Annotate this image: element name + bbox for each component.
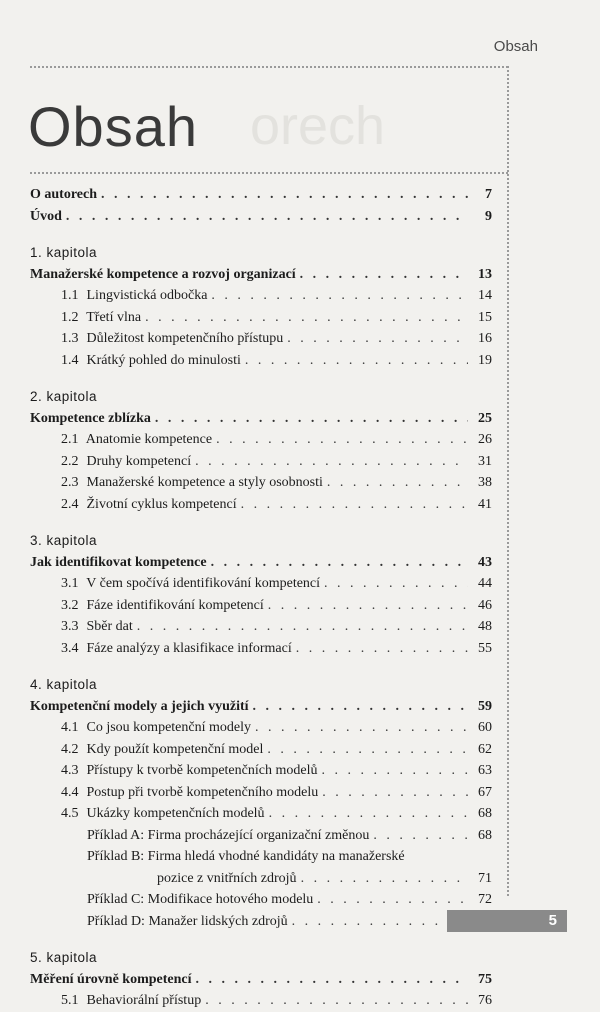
toc-page-number: 41 [478,496,492,512]
toc-page-number: 16 [478,331,492,346]
leader-dots [211,285,468,307]
section-title: V čem spočívá identifikování kompetencí [86,576,321,591]
section-title: Kdy použít kompetenční model [86,741,264,757]
leader-dots [241,494,468,516]
leader-dots [268,595,468,617]
leader-dots [211,552,468,574]
page-title: Obsah [28,95,198,158]
toc-section-entry[interactable] [30,350,492,372]
example-title: Příklad D: Manažer lidských zdrojů [87,913,288,929]
section-title: Životní cyklus kompetencí [86,496,237,512]
chapter-title: Měření úrovně kompetencí [30,971,192,987]
toc-section-entry[interactable] [30,782,492,804]
leader-dots [137,616,468,638]
toc-page-number: 38 [478,475,492,490]
toc-section-entry[interactable] [30,616,492,638]
toc-chapter-entry[interactable] [30,264,492,286]
toc-chapter-entry[interactable] [30,552,492,574]
toc-example-entry[interactable] [30,911,492,933]
top-dotted-rule [30,66,508,68]
section-title: Sběr dat [86,619,133,634]
table-of-contents [30,184,492,1012]
toc-page-number: 19 [478,352,492,368]
section-title: Fáze analýzy a klasifikace informací [86,640,292,656]
section-number: 3.4 [61,640,79,656]
toc-page-number: 63 [478,763,492,778]
toc-example-entry[interactable] [30,825,492,847]
chapter-label: 1. kapitola [30,245,98,260]
chapter-label: 3. kapitola [30,533,98,548]
chapter-label: 5. kapitola [30,950,98,965]
chapter-title: Manažerské kompetence a rozvoj organizací [30,266,296,282]
leader-dots [300,264,468,286]
toc-example-entry[interactable] [30,846,492,868]
leader-dots [255,717,468,739]
leader-dots [253,696,468,718]
section-number: 4.1 [61,720,79,735]
section-title: Přístupy k tvorbě kompetenčních modelů [86,763,318,778]
chapter-title: Jak identifikovat kompetence [30,554,207,570]
toc-page-number: 48 [478,619,492,634]
section-number: 3.3 [61,619,79,634]
section-title: Třetí vlna [86,309,142,325]
toc-page-number: 14 [478,288,492,303]
leader-dots [317,889,468,911]
page-number-tab [447,910,567,932]
toc-page-number: 9 [485,208,492,224]
section-number: 4.5 [61,806,79,821]
toc-section-entry[interactable] [30,429,492,451]
page-number: 5 [548,912,557,929]
toc-page-number: 62 [478,741,492,757]
leader-dots [245,350,468,372]
title-dotted-rule [30,172,508,174]
section-title: Co jsou kompetenční modely [86,720,251,735]
example-title: Příklad C: Modifikace hotového modelu [87,892,314,907]
toc-page-number: 55 [478,640,492,656]
toc-section-entry[interactable] [30,595,492,617]
toc-page-number: 43 [478,554,492,570]
toc-page-number: 15 [478,309,492,325]
section-number: 1.2 [61,309,79,325]
chapter-title: Kompetence zblízka [30,410,151,426]
chapter-title: Kompetenční modely a jejich využití [30,698,249,714]
toc-entry-title: Úvod [30,208,62,224]
section-title: Druhy kompetencí [86,453,192,469]
toc-example-entry[interactable] [30,889,492,911]
toc-page-number: 26 [478,432,492,447]
section-number: 4.3 [61,763,79,778]
toc-page-number: 72 [478,892,492,907]
leader-dots [373,825,468,847]
toc-section-entry[interactable] [30,307,492,329]
leader-dots [66,206,468,228]
section-number: 2.1 [61,432,79,447]
leader-dots [301,868,468,890]
chapter-label: 2. kapitola [30,389,98,404]
example-title: Příklad B: Firma hledá vhodné kandidáty na manažerské [87,849,405,864]
section-number: 5.1 [61,993,79,1008]
toc-section-entry[interactable] [30,451,492,473]
toc-section-entry[interactable] [30,990,492,1012]
leader-dots [196,969,469,991]
section-number: 1.1 [61,288,79,303]
toc-section-entry[interactable] [30,472,492,494]
section-number: 4.2 [61,741,79,757]
toc-page-number: 7 [485,187,492,202]
section-title: Behaviorální přístup [86,993,202,1008]
right-dotted-rule [507,66,509,896]
toc-page-number: 46 [478,597,492,613]
section-title: Krátký pohled do minulosti [86,352,241,368]
toc-entry-about-authors[interactable] [30,184,492,206]
leader-dots [327,472,468,494]
section-title: Postup při tvorbě kompetenčního modelu [86,784,319,800]
toc-section-entry[interactable] [30,285,492,307]
section-title: Anatomie kompetence [85,432,213,447]
toc-entry-title: O autorech [30,187,98,202]
leader-dots [155,408,468,430]
toc-page-number: 59 [478,698,492,714]
section-title: Ukázky kompetenčních modelů [86,806,265,821]
leader-dots [267,739,468,761]
toc-example-continuation[interactable] [30,868,492,890]
toc-page-number: 31 [478,453,492,469]
toc-page-number: 25 [478,410,492,426]
section-number: 2.3 [61,475,79,490]
chapter-label: 4. kapitola [30,677,98,692]
running-header: Obsah [493,38,538,55]
leader-dots [101,184,468,206]
section-title: Lingvistická odbočka [86,288,208,303]
toc-section-entry[interactable] [30,739,492,761]
section-number: 1.4 [61,352,79,368]
toc-page-number: 68 [478,806,492,821]
leader-dots [269,803,468,825]
section-number: 2.4 [61,496,79,512]
toc-section-entry[interactable] [30,573,492,595]
toc-page-number: 71 [478,870,492,886]
leader-dots [195,451,468,473]
toc-page-number: 76 [478,993,492,1008]
bleed-through-text: orech [250,96,386,156]
section-number: 2.2 [61,453,79,469]
toc-chapter-entry[interactable] [30,696,492,718]
toc-page-number: 60 [478,720,492,735]
section-number: 3.1 [61,576,79,591]
toc-page-number: 67 [478,784,492,800]
toc-section-entry[interactable] [30,494,492,516]
section-number: 3.2 [61,597,79,613]
example-title: Příklad A: Firma procházející organizační změnou [87,827,370,843]
toc-section-entry[interactable] [30,328,492,350]
toc-section-entry[interactable] [30,717,492,739]
leader-dots [324,573,468,595]
leader-dots [321,760,468,782]
leader-dots [296,638,468,660]
toc-section-entry[interactable] [30,803,492,825]
toc-section-entry[interactable] [30,638,492,660]
toc-chapter-entry[interactable] [30,969,492,991]
toc-page-number: 75 [478,971,492,987]
leader-dots [205,990,468,1012]
section-title: Fáze identifikování kompetencí [86,597,264,613]
section-number: 4.4 [61,784,79,800]
toc-page-number: 13 [478,266,492,282]
section-title: Důležitost kompetenčního přístupu [86,331,284,346]
section-title: Manažerské kompetence a styly osobnosti [86,475,323,490]
toc-chapter-entry[interactable] [30,408,492,430]
leader-dots [292,911,468,933]
section-number: 1.3 [61,331,79,346]
toc-page-number: 68 [478,827,492,843]
toc-section-entry[interactable] [30,760,492,782]
leader-dots [216,429,468,451]
toc-page-number: 44 [478,576,492,591]
leader-dots [145,307,468,329]
toc-entry-introduction[interactable] [30,206,492,228]
leader-dots [322,782,468,804]
leader-dots [287,328,468,350]
example-title-continuation: pozice z vnitřních zdrojů [157,870,297,886]
